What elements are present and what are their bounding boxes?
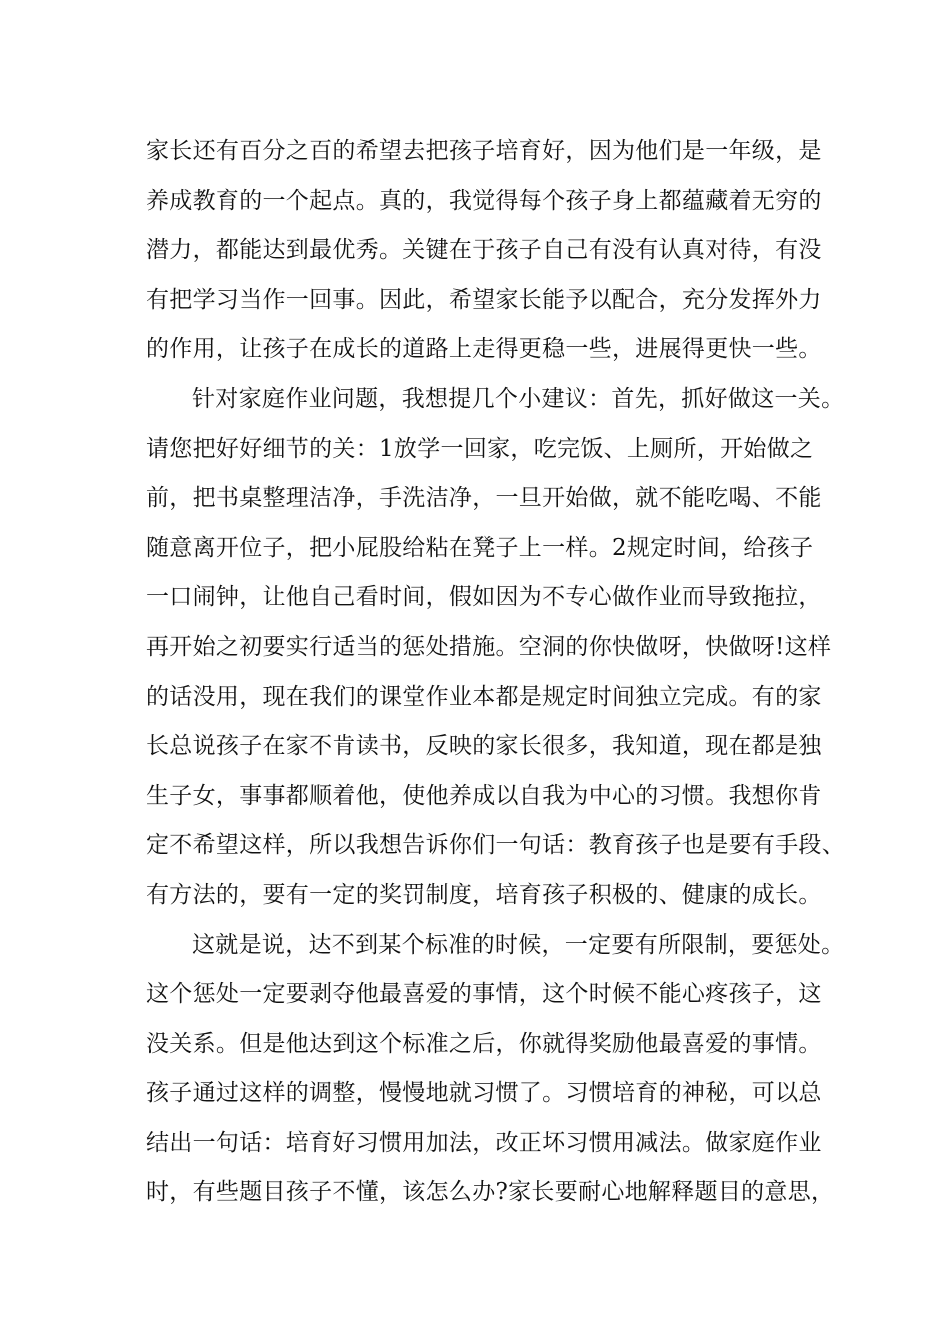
text-line: 前，把书桌整理洁净，手洗洁净，一旦开始做，就不能吃喝、不能 [146,485,822,512]
paragraph-first-line: 针对家庭作业问题，我想提几个小建议：首先，抓好做这一关。 [192,385,845,412]
text-line: 有方法的，要有一定的奖罚制度，培育孩子积极的、健康的成长。 [146,881,822,908]
text-line: 的作用，让孩子在成长的道路上走得更稳一些，进展得更快一些。 [146,336,822,363]
text-line: 定不希望这样，所以我想告诉你们一句话：教育孩子也是要有手段、 [146,832,845,859]
text-line: 生子女，事事都顺着他，使他养成以自我为中心的习惯。我想你肯 [146,782,822,809]
text-line: 有把学习当作一回事。因此，希望家长能予以配合，充分发挥外力 [146,286,822,313]
paragraph-first-line: 这就是说，达不到某个标准的时候，一定要有所限制，要惩处。 [192,931,845,958]
text-line: 这个惩处一定要剥夺他最喜爱的事情，这个时候不能心疼孩子，这 [146,981,822,1008]
text-line: 时，有些题目孩子不懂，该怎么办?家长要耐心地解释题目的意思， [146,1179,835,1206]
text-line: 一口闹钟，让他自己看时间，假如因为不专心做作业而导致拖拉， [146,584,822,611]
text-line: 请您把好好细节的关：1放学一回家，吃完饭、上厕所，开始做之 [146,435,814,462]
text-line: 孩子通过这样的调整，慢慢地就习惯了。习惯培育的神秘，可以总 [146,1080,822,1107]
text-line: 的话没用，现在我们的课堂作业本都是规定时间独立完成。有的家 [146,683,822,710]
text-line: 随意离开位子，把小屁股给粘在凳子上一样。2规定时间，给孩子 [146,534,814,561]
text-line: 家长还有百分之百的希望去把孩子培育好，因为他们是一年级，是 [146,138,822,164]
text-line: 潜力，都能达到最优秀。关键在于孩子自己有没有认真对待，有没 [146,237,822,264]
text-line: 养成教育的一个起点。真的，我觉得每个孩子身上都蕴藏着无穷的 [146,187,822,214]
body-text [146,127,845,1218]
text-line: 长总说孩子在家不肯读书，反映的家长很多，我知道，现在都是独 [146,733,822,760]
text-line: 没关系。但是他达到这个标准之后，你就得奖励他最喜爱的事情。 [146,1030,822,1057]
text-line: 结出一句话：培育好习惯用加法，改正坏习惯用减法。做家庭作业 [146,1129,822,1156]
text-line: 再开始之初要实行适当的惩处措施。空洞的你快做呀，快做呀!这样 [146,633,832,660]
